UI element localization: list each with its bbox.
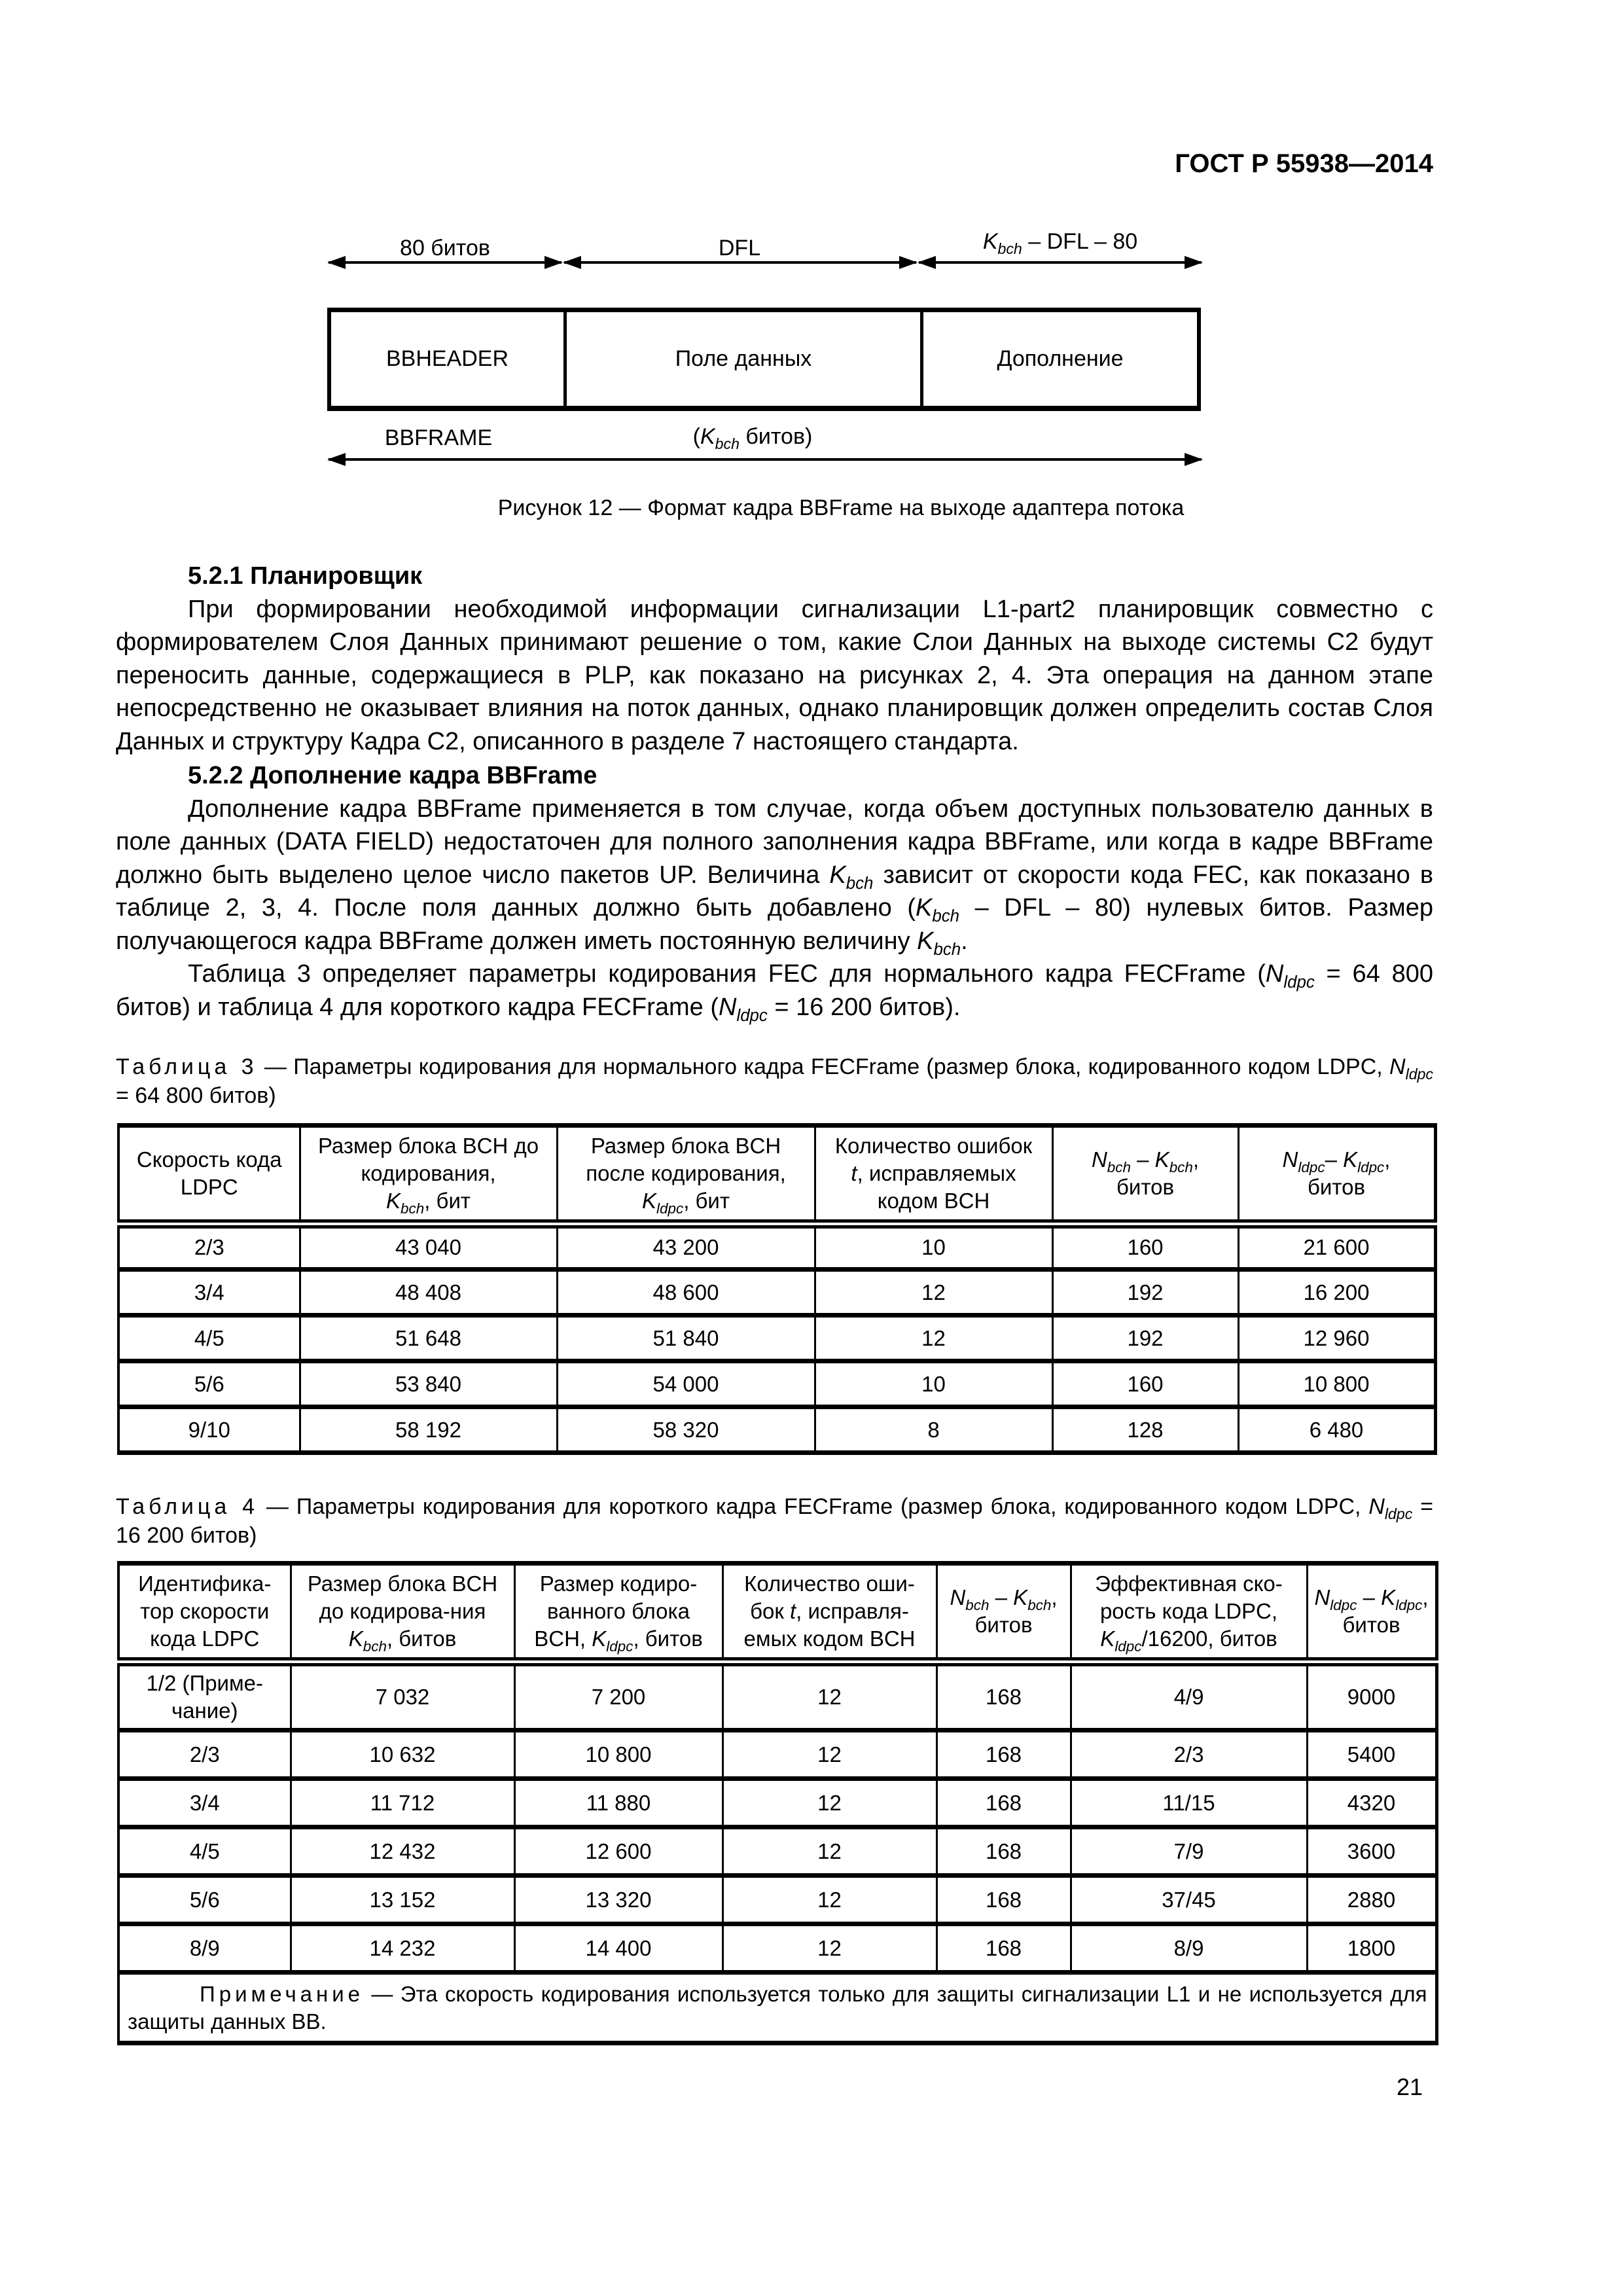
bbframe-box: [327, 308, 1201, 411]
section-paragraph: Дополнение кадра BBFrame применяется в том случае, когда объем доступных пользователю данных в поле данных (DATA FIELD) недостаточен для полного заполнения кадра BBFrame, или когда в кадре BBFrame должно быть выделено целое число пакетов UP. Величина $K_{bch}$ зависит от скорости кода FEC, как показано в таблице 2, 3, 4. После поля данных должно быть добавлено ($K_{bch}$ – DFL – 80) нулевых битов. Размер получающегося кадра BBFrame должен иметь постоянную величину $K_{bch}$.: [116, 795, 1434, 959]
label-bbframe-length: ($K_{bch}$ битов): [692, 424, 813, 453]
bbframe-diagram: [327, 223, 1204, 484]
col-code-rate: Скорость кода LDPC: [118, 1126, 300, 1224]
document-header-code: ГОСТ Р 55938—2014: [1175, 149, 1433, 178]
table-row: 2/3 43 040 43 200 10 160 21 600: [118, 1224, 1435, 1270]
section-paragraph: При формировании необходимой информации сигнализации L1-part2 планировщик совместно с формирователем Слоя Данных принимают решение о том, какие Слои Данных на выходе системы С2 будут переносить данные, содержащиеся в PLP, как показано на рисунках 2, 4. Эта операция на данном этапе непосредственно не оказывает влияния на поток данных, однако планировщик должен определить состав Слоя Данных и структуру Кадра С2, описанного в разделе 7 настоящего стандарта.: [116, 595, 1433, 755]
table3-caption: Таблица 3 — Параметры кодирования для нормального кадра FECFrame (размер блока, кодированного кодом LDPC, $N_{ldpc} = 64$ 800 битов): [116, 1054, 1433, 1108]
col-t-errors: Количество оши-бок t, исправля-емых кодом BCH: [722, 1564, 936, 1662]
box-padding: Дополнение: [920, 312, 1197, 406]
section-5-2-2: [116, 759, 1433, 1024]
page-number: 21: [1396, 2073, 1423, 2100]
table-header-row: [118, 1126, 1435, 1224]
section-5-2-1: [116, 560, 1433, 758]
col-kbch: Размер блока BCH до кодирова-ния $K_{bch}$, битов: [291, 1564, 514, 1662]
section-heading: 5.2.1 Планировщик: [188, 562, 423, 590]
table-row: 8/9 14 232 14 400 12 168 8/9 1800: [118, 1924, 1436, 1973]
table-note: Примечание — Эта скорость кодирования используется только для защиты сигнализации L1 и не используется для защиты данных BB.: [118, 1973, 1436, 2043]
box-bbheader: BBHEADER: [385, 346, 509, 371]
table-row: 3/4 11 712 11 880 12 168 11/15 4320: [118, 1779, 1436, 1827]
table-row: 4/5 51 648 51 840 12 192 12 960: [118, 1316, 1435, 1361]
col-kldpc: Размер блока BCH после кодирования, $K_{ldpc}$, бит: [557, 1126, 815, 1224]
arrow-header-span: [329, 261, 562, 264]
col-kldpc: Размер кодиро-ванного блока BCH, $K_{ldpc}$, битов: [514, 1564, 722, 1662]
section-paragraph: Таблица 3 определяет параметры кодирования FEC для нормального кадра FECFrame ($N_{ldpc} = 64$ 800 битов) и таблица 4 для короткого кадра FECFrame ($N_{ldpc} = 16$ 200 битов).: [116, 960, 1433, 1025]
col-kbch: Размер блока BCH до кодирования, $K_{bch}$, бит: [300, 1126, 557, 1224]
figure-caption: Рисунок 12 — Формат кадра BBFrame на выходе адаптера потока: [497, 495, 1185, 520]
table-note-row: [118, 1973, 1436, 2043]
col-t-errors: Количество ошибок t, исправляемых кодом BCH: [815, 1126, 1052, 1224]
table4-caption: Таблица 4 — Параметры кодирования для короткого кадра FECFrame (размер блока, кодированного кодом LDPC, $N_{ldpc} = 16$ 200 битов): [116, 1494, 1433, 1548]
label-header-length: 80 битов: [400, 236, 490, 260]
box-data-field: Поле данных: [563, 312, 920, 406]
col-nldpc-kldpc: $N_{ldpc}-$ $K_{ldpc}$, битов: [1238, 1126, 1435, 1224]
arrow-data-span: [564, 261, 916, 264]
label-bbframe: BBFRAME: [384, 425, 493, 450]
arrow-padding-span: [919, 261, 1202, 264]
table-row: 5/6 13 152 13 320 12 168 37/45 2880: [118, 1876, 1436, 1924]
table-row: 4/5 12 432 12 600 12 168 7/9 3600: [118, 1827, 1436, 1876]
section-heading: 5.2.2 Дополнение кадра BBFrame: [188, 762, 597, 789]
table-row: 3/4 48 408 48 600 12 192 16 200: [118, 1270, 1435, 1316]
arrow-bbframe-span: [329, 458, 1202, 461]
table-row: 2/3 10 632 10 800 12 168 2/3 5400: [118, 1731, 1436, 1779]
table-row: 9/10 58 192 58 320 8 128 6 480: [118, 1407, 1435, 1453]
table4: [117, 1561, 1438, 2045]
table-row: 5/6 53 840 54 000 10 160 10 800: [118, 1361, 1435, 1407]
col-nbch-kbch: $N_{bch} - K_{bch}$, битов: [936, 1564, 1071, 1662]
col-rate-id: Идентифика-тор скорости кода LDPC: [118, 1564, 291, 1662]
col-effective-rate: Эффективная ско-рость кода LDPC, $K_{ldpc}/16200$, битов: [1071, 1564, 1307, 1662]
table-header-row: [118, 1564, 1436, 1662]
col-nbch-kbch: $N_{bch} - K_{bch}$, битов: [1052, 1126, 1238, 1224]
table-row: 1/2 (Приме-чание) 7 032 7 200 12 168 4/9 9000: [118, 1662, 1436, 1731]
label-data-length: DFL: [718, 236, 761, 260]
col-nldpc-kldpc: $N_{ldpc} - K_{ldpc}$, битов: [1307, 1564, 1436, 1662]
label-padding-length: $K_{bch}$ – DFL – 80: [982, 229, 1138, 258]
table3: [117, 1123, 1437, 1455]
